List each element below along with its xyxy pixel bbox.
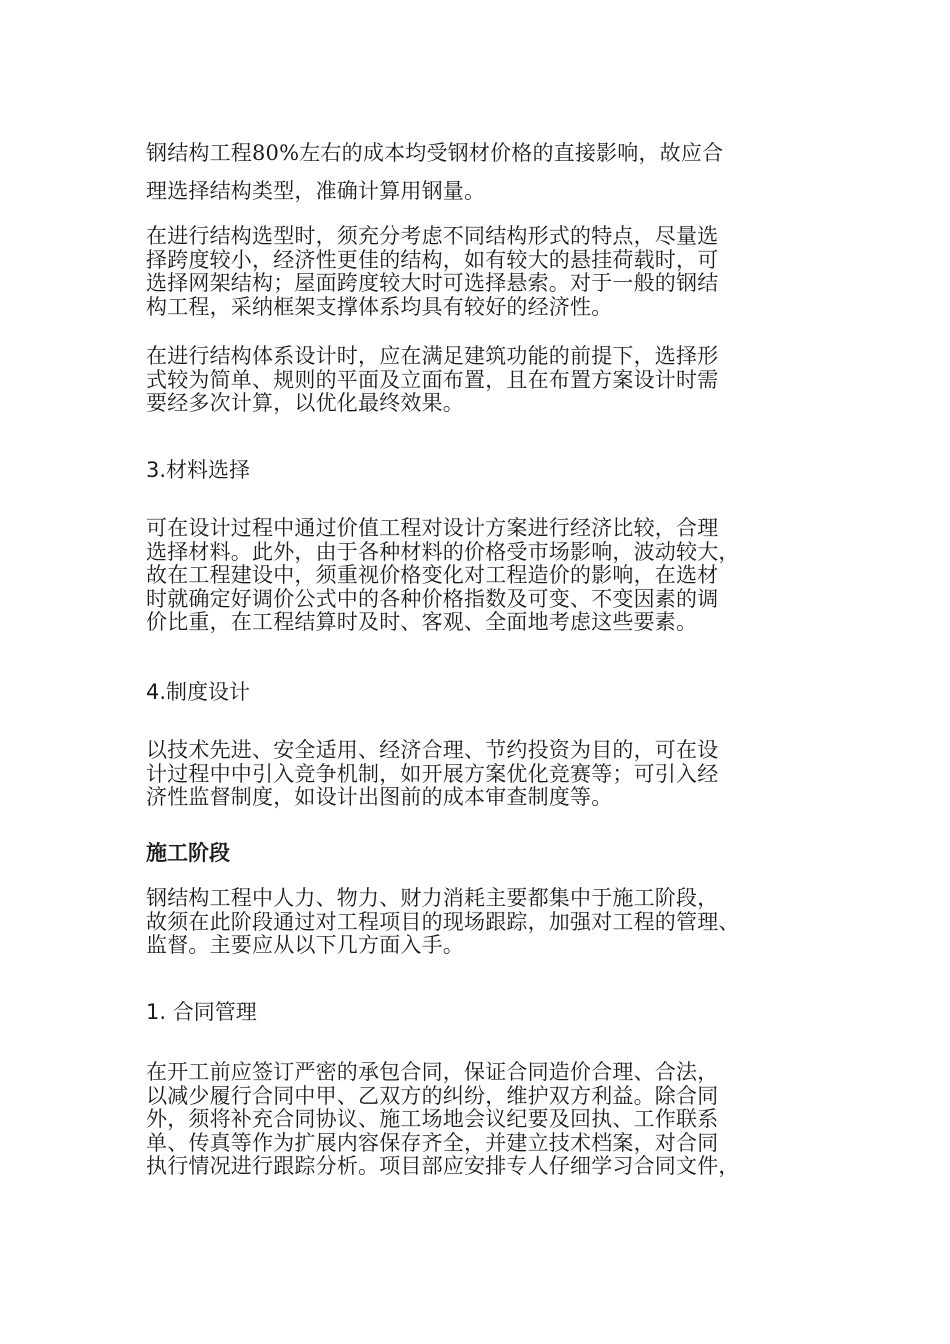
heading-system-design: 4.制度设计 xyxy=(146,680,251,704)
paragraph-contract-management: 在开工前应签订严密的承包合同，保证合同造价合理、合法， 以减少履行合同中甲、乙双方的纠纷，维护双方利益。除合同 外，须将补充合同协议、施工场地会议纪要及回执、工作联系 单、传真等作为扩展内容保存齐全，并建立技术档案，对合同 执行情况进行跟踪分析。项目部应安排专人仔细学习合同文件， xyxy=(146,1060,740,1178)
paragraph-structure-selection: 在进行结构选型时，须充分考虑不同结构形式的特点，尽量选 择跨度较小，经济性更佳的结构，如有较大的悬挂荷载时，可 选择网架结构；屋面跨度较大时可选择悬索。对于一般的钢结 构工程，采纳框架支撑体系均具有较好的经济性。 xyxy=(146,224,719,319)
heading-contract-management: 1. 合同管理 xyxy=(146,1000,257,1024)
heading-material-selection: 3.材料选择 xyxy=(146,458,251,482)
paragraph-steel-cost: 钢结构工程80%左右的成本均受钢材价格的直接影响，故应合 理选择结构类型，准确计算用钢量。 xyxy=(146,141,724,203)
paragraph-construction-stage: 钢结构工程中人力、物力、财力消耗主要都集中于施工阶段， 故须在此阶段通过对工程项目的现场跟踪，加强对工程的管理、 监督。主要应从以下几方面入手。 xyxy=(146,886,740,957)
paragraph-structure-system: 在进行结构体系设计时，应在满足建筑功能的前提下，选择形 式较为简单、规则的平面及立面布置，且在布置方案设计时需 要经多次计算，以优化最终效果。 xyxy=(146,344,719,415)
paragraph-material-selection: 可在设计过程中通过价值工程对设计方案进行经济比较，合理 选择材料。此外，由于各种材料的价格受市场影响，波动较大， 故在工程建设中，须重视价格变化对工程造价的影响，在选材 时就确定好调价公式中的各种价格指数及可变、不变因素的调 价比重，在工程结算时及时、客观、全面地考虑这些要素。 xyxy=(146,516,740,634)
heading-construction-stage: 施工阶段 xyxy=(146,840,230,865)
paragraph-system-design: 以技术先进、安全适用、经济合理、节约投资为目的，可在设 计过程中中引入竞争机制，如开展方案优化竞赛等；可引入经 济性监督制度，如设计出图前的成本审查制度等。 xyxy=(146,738,719,809)
